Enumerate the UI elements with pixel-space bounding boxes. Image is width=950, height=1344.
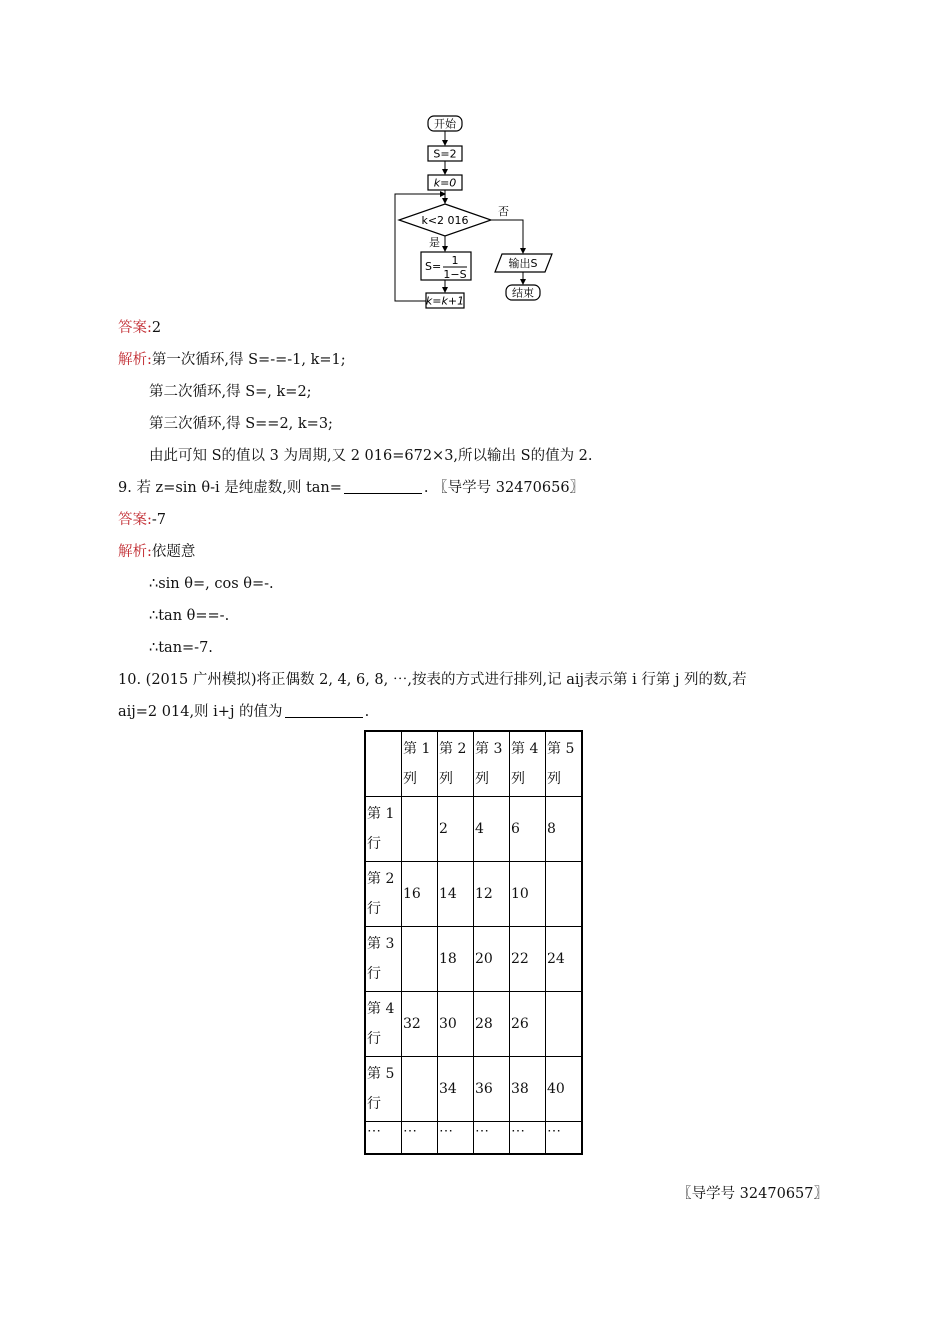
q10-answer-blank bbox=[285, 703, 363, 718]
q9-analysis-line-4: ∴tan=-7. bbox=[149, 640, 213, 656]
update-s-numerator: 1 bbox=[451, 254, 459, 267]
q9-analysis-line-1 bbox=[118, 542, 195, 562]
start-label: 开始 bbox=[434, 117, 456, 131]
table-row bbox=[365, 796, 582, 861]
ellipsis-cell: ⋯ bbox=[438, 1121, 474, 1154]
end-label: 结束 bbox=[512, 286, 534, 300]
q8-answer-line bbox=[118, 318, 161, 338]
ellipsis-cell: ⋯ bbox=[510, 1121, 546, 1154]
table-cell bbox=[402, 796, 438, 861]
update-s-lhs: S= bbox=[425, 260, 442, 273]
q8-analysis-line-3: 第三次循环,得 S==2, k=3; bbox=[149, 416, 333, 432]
row-header: 第 1 行 bbox=[365, 796, 402, 861]
table-cell: 12 bbox=[474, 861, 510, 926]
q9-analysis-line-3: ∴tan θ==-. bbox=[149, 608, 230, 624]
table-ellipsis-row bbox=[365, 1121, 582, 1154]
table-row bbox=[365, 991, 582, 1056]
q9-stem bbox=[118, 478, 584, 498]
q9-stem-ref: . 〖导学号 32470656〗 bbox=[423, 480, 585, 496]
q10-stem-line-1: 10. (2015 广州模拟)将正偶数 2, 4, 6, 8, ⋯,按表的方式进行排列,记 aij表示第 i 行第 j 列的数,若 bbox=[118, 672, 747, 688]
row-header: 第 2 行 bbox=[365, 861, 402, 926]
table-cell bbox=[402, 926, 438, 991]
table-cell: 18 bbox=[438, 926, 474, 991]
yes-label: 是 bbox=[429, 236, 440, 249]
init-s-label: S=2 bbox=[433, 147, 457, 161]
column-header: 第 1 列 bbox=[402, 731, 438, 796]
table-corner-cell bbox=[365, 731, 402, 796]
row-header: 第 5 行 bbox=[365, 1056, 402, 1121]
table-cell bbox=[546, 861, 583, 926]
table-cell: 32 bbox=[402, 991, 438, 1056]
q10-stem-text: aij=2 014,则 i+j 的值为 bbox=[118, 704, 283, 720]
q8-analysis-text-1: 第一次循环,得 S=-=-1, k=1; bbox=[151, 352, 346, 368]
table-cell: 26 bbox=[510, 991, 546, 1056]
column-header: 第 2 列 bbox=[438, 731, 474, 796]
ellipsis-cell: ⋯ bbox=[546, 1121, 583, 1154]
q8-answer: 2 bbox=[151, 320, 162, 336]
table-cell bbox=[546, 991, 583, 1056]
column-header: 第 5 列 bbox=[546, 731, 583, 796]
q9-answer: -7 bbox=[151, 512, 167, 528]
q9-analysis-text-1: 依题意 bbox=[151, 544, 196, 560]
ellipsis-cell: ⋯ bbox=[474, 1121, 510, 1154]
q9-answer-blank bbox=[344, 479, 422, 494]
q8-analysis-label: 解析: bbox=[118, 352, 152, 368]
table-cell: 40 bbox=[546, 1056, 583, 1121]
table-header-row bbox=[365, 731, 582, 796]
no-label: 否 bbox=[498, 205, 509, 218]
update-k-label: k=k+1 bbox=[425, 294, 465, 308]
table-cell: 16 bbox=[402, 861, 438, 926]
column-header: 第 4 列 bbox=[510, 731, 546, 796]
table-row bbox=[365, 926, 582, 991]
init-k-label: k=0 bbox=[433, 176, 457, 190]
column-header: 第 3 列 bbox=[474, 731, 510, 796]
table-cell: 8 bbox=[546, 796, 583, 861]
q10-stem-line-2 bbox=[118, 702, 369, 722]
condition-label: k<2 016 bbox=[421, 214, 469, 227]
q8-answer-label: 答案: bbox=[118, 320, 152, 336]
table-cell: 24 bbox=[546, 926, 583, 991]
q10-reference-number: 〖导学号 32470657〗 bbox=[677, 1186, 828, 1202]
q9-answer-label: 答案: bbox=[118, 512, 152, 528]
table-cell: 38 bbox=[510, 1056, 546, 1121]
table-cell: 22 bbox=[510, 926, 546, 991]
update-s-denominator: 1−S bbox=[443, 268, 467, 281]
table-cell: 14 bbox=[438, 861, 474, 926]
output-label: 输出S bbox=[508, 257, 538, 270]
table-cell: 2 bbox=[438, 796, 474, 861]
table-row bbox=[365, 1056, 582, 1121]
ellipsis-cell: ⋯ bbox=[402, 1121, 438, 1154]
q8-analysis-line-2: 第二次循环,得 S=, k=2; bbox=[149, 384, 312, 400]
row-header: 第 3 行 bbox=[365, 926, 402, 991]
row-header: 第 4 行 bbox=[365, 991, 402, 1056]
ellipsis-cell: ⋯ bbox=[365, 1121, 402, 1154]
q9-analysis-label: 解析: bbox=[118, 544, 152, 560]
q8-analysis-line-1 bbox=[118, 350, 346, 370]
table-cell: 36 bbox=[474, 1056, 510, 1121]
table-cell: 6 bbox=[510, 796, 546, 861]
table-cell bbox=[402, 1056, 438, 1121]
q8-analysis-line-4: 由此可知 S的值以 3 为周期,又 2 016=672×3,所以输出 S的值为 2. bbox=[149, 448, 593, 464]
table-row bbox=[365, 861, 582, 926]
table-cell: 28 bbox=[474, 991, 510, 1056]
q9-answer-line bbox=[118, 510, 166, 530]
q9-stem-text: 9. 若 z=sin θ-i 是纯虚数,则 tan= bbox=[118, 480, 342, 496]
table-cell: 4 bbox=[474, 796, 510, 861]
flowchart-diagram bbox=[390, 112, 560, 322]
q9-analysis-line-2: ∴sin θ=, cos θ=-. bbox=[149, 576, 274, 592]
q10-stem-end: . bbox=[364, 704, 370, 720]
even-number-table bbox=[364, 730, 583, 1155]
table-cell: 30 bbox=[438, 991, 474, 1056]
table-cell: 34 bbox=[438, 1056, 474, 1121]
table-cell: 20 bbox=[474, 926, 510, 991]
table-cell: 10 bbox=[510, 861, 546, 926]
